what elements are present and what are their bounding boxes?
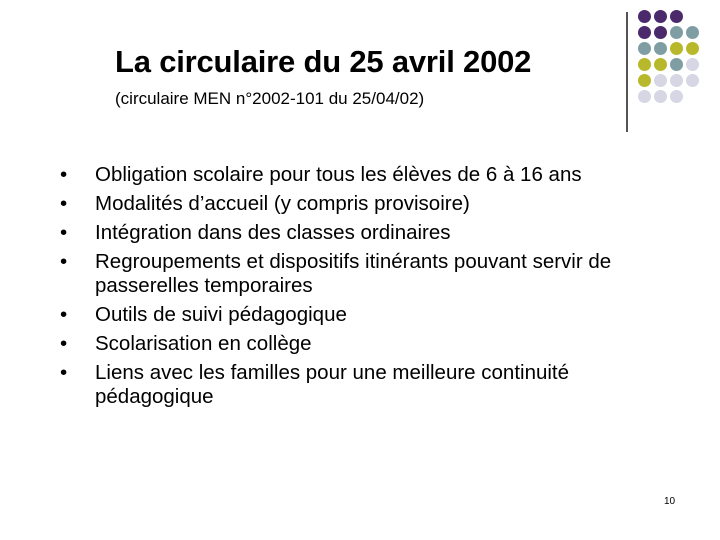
page-number: 10 [664, 496, 676, 507]
bullet-icon: • [60, 192, 68, 215]
decor-dot [670, 10, 683, 23]
bullet-item [60, 250, 660, 298]
bullet-text: Modalités d’accueil (y compris provisoire) [95, 192, 470, 215]
bullet-text: Liens avec les familles pour une meilleure continuité pédagogique [95, 361, 570, 408]
decor-dot [638, 74, 651, 87]
slide-title: La circulaire du 25 avril 2002 [115, 44, 532, 79]
bullet-item [60, 192, 660, 216]
decor-dot [670, 26, 683, 39]
bullet-item [60, 361, 660, 409]
bullet-text: Outils de suivi pédagogique [95, 303, 347, 326]
bullet-icon: • [60, 250, 68, 273]
bullet-list [60, 163, 660, 414]
decor-dot [638, 10, 651, 23]
slide-subtitle: (circulaire MEN n°2002-101 du 25/04/02) [115, 89, 425, 108]
bullet-icon: • [60, 163, 68, 186]
decor-dot [670, 58, 683, 71]
bullet-text: Regroupements et dispositifs itinérants pouvant servir de passerelles temporaires [95, 250, 612, 297]
decor-dot [670, 42, 683, 55]
decor-dot [638, 58, 651, 71]
decor-dot [654, 42, 667, 55]
bullet-icon: • [60, 332, 68, 355]
bullet-icon: • [60, 303, 68, 326]
decor-dot [638, 26, 651, 39]
decor-dot [670, 74, 683, 87]
decor-dot [686, 42, 699, 55]
bullet-text: Scolarisation en collège [95, 332, 312, 355]
decor-dot [654, 90, 667, 103]
decor-dot [686, 74, 699, 87]
decor-dot [654, 26, 667, 39]
decor-dot-grid [638, 10, 718, 120]
decor-dot [686, 58, 699, 71]
decor-dot [670, 90, 683, 103]
bullet-text: Obligation scolaire pour tous les élèves de 6 à 16 ans [95, 163, 582, 186]
bullet-item [60, 163, 660, 187]
decor-dot [654, 74, 667, 87]
bullet-item [60, 303, 660, 327]
decor-dot [638, 90, 651, 103]
decor-dot [654, 10, 667, 23]
bullet-icon: • [60, 361, 68, 384]
decor-dot [638, 42, 651, 55]
bullet-item [60, 221, 660, 245]
decor-dot [686, 26, 699, 39]
decor-dot [654, 58, 667, 71]
bullet-icon: • [60, 221, 68, 244]
bullet-item [60, 332, 660, 356]
decor-vertical-line [626, 12, 628, 132]
bullet-text: Intégration dans des classes ordinaires [95, 221, 451, 244]
